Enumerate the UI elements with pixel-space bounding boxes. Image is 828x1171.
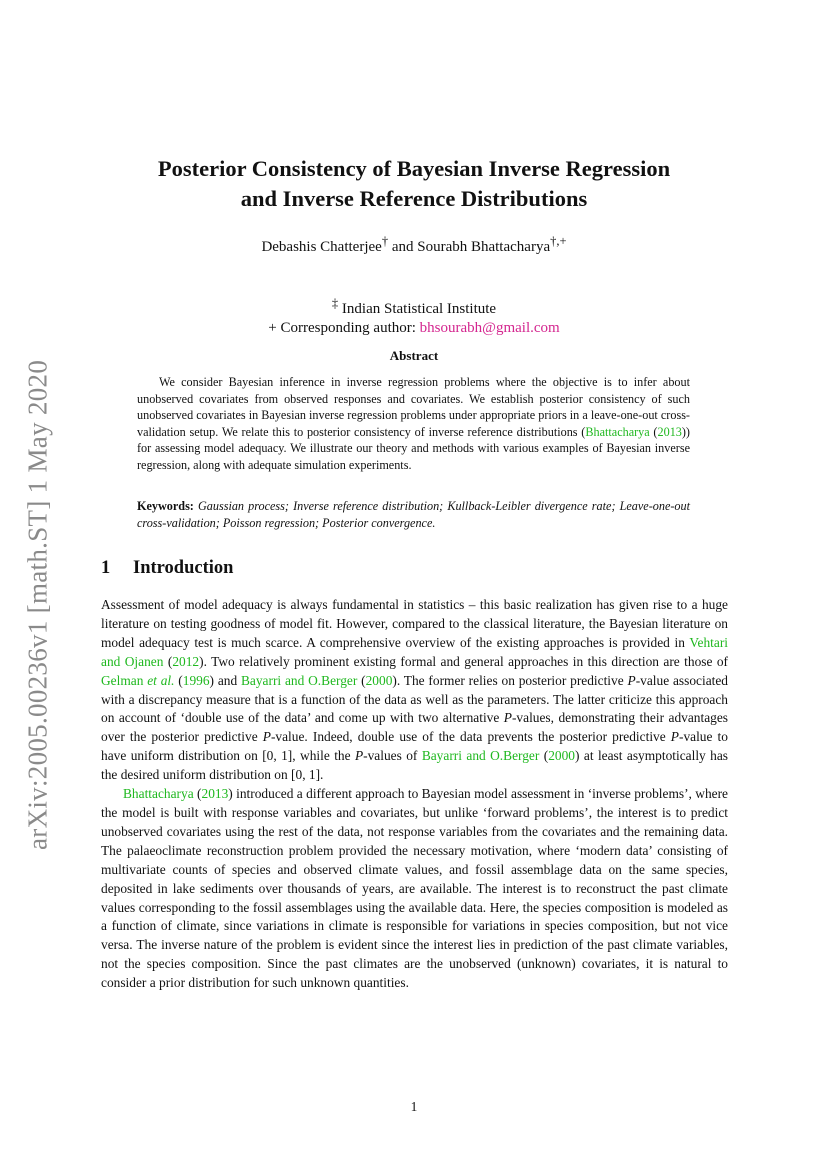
text-segment: -values of bbox=[363, 748, 422, 764]
affiliation-mark: † bbox=[381, 234, 389, 248]
abstract-segment: )) bbox=[681, 424, 690, 439]
math-symbol: P bbox=[627, 672, 636, 688]
text-segment: ( bbox=[539, 748, 549, 764]
citation-year-link[interactable]: 2000 bbox=[365, 672, 393, 688]
section-heading bbox=[101, 558, 233, 579]
paragraph bbox=[101, 596, 728, 785]
citation-year-link[interactable]: 2012 bbox=[172, 653, 200, 669]
citation-year-link[interactable]: 2013 bbox=[657, 424, 682, 439]
affiliation-mark: †,+ bbox=[550, 234, 567, 248]
affiliations bbox=[95, 294, 733, 338]
abstract-text bbox=[137, 374, 690, 473]
title-line-2: and Inverse Reference Distributions bbox=[240, 186, 588, 211]
abstract-segment: for assessing model adequacy. We illustrate our theory and methods with various examples of Bayesian inverse regression, along with adequate simulation experiments. bbox=[137, 441, 690, 472]
arxiv-identifier[interactable]: arXiv:2005.00236v1 [math.ST] 1 May 2020 bbox=[22, 359, 53, 851]
corresponding-author-line bbox=[95, 319, 733, 338]
keywords-label: Keywords: bbox=[137, 499, 194, 513]
text-segment: ( bbox=[193, 786, 202, 802]
paragraph bbox=[101, 785, 728, 993]
math-symbol: P bbox=[670, 729, 679, 745]
page-number: 1 bbox=[410, 1099, 418, 1114]
author-separator: and bbox=[388, 239, 418, 255]
citation-year-link[interactable]: 2013 bbox=[201, 786, 229, 802]
corresponding-label: + Corresponding author: bbox=[268, 320, 420, 336]
text-segment: -value associated with a discrepancy measure that is a function of the data as well as the parameters. The latter criticize this approach on account of ‘double use of the data’ and come up with two alternative bbox=[101, 672, 728, 726]
keywords-list: Gaussian process; Inverse reference distribution; Kullback-Leibler divergence rate; Leave-one-out cross-validation; Poisson regression; Posterior convergence. bbox=[137, 499, 690, 530]
text-segment: ( bbox=[163, 653, 173, 669]
citation-link[interactable]: Bhattacharya bbox=[585, 424, 650, 439]
text-segment: -values, demonstrating their advantages over the posterior predictive bbox=[101, 710, 728, 745]
author-name: Sourabh Bhattacharya bbox=[417, 239, 551, 255]
text-segment: ) bbox=[575, 748, 580, 764]
math-symbol: P bbox=[503, 710, 512, 726]
text-segment: The former relies on posterior predictive bbox=[400, 672, 628, 688]
abstract-segment: ( bbox=[649, 424, 658, 439]
citation-etal: et al. bbox=[147, 672, 175, 688]
text-segment: ( bbox=[357, 672, 366, 688]
institute-line bbox=[95, 294, 733, 319]
text-segment: and bbox=[214, 672, 241, 688]
citation-year-link[interactable]: 1996 bbox=[182, 672, 210, 688]
citation-link[interactable]: Bhattacharya bbox=[123, 786, 194, 802]
math-symbol: P bbox=[354, 748, 364, 764]
introduction-body bbox=[101, 596, 728, 993]
citation-link[interactable]: Bayarri and O.Berger bbox=[421, 748, 540, 764]
text-segment: ). bbox=[392, 672, 401, 688]
section-number: 1 bbox=[101, 558, 111, 578]
text-segment: ) bbox=[209, 672, 214, 688]
text-segment: ). bbox=[199, 653, 207, 669]
text-segment: introduced a different approach to Bayesian model assessment in ‘inverse problems’, where the model is built with response variables and covariates, but unlike ‘forward problems’, the interest is to predict unobserved covariates using the rest of the data, not response variables from the covariates and the remaining data. The palaeoclimate reconstruction problem provided the necessary motivation, where ‘modern data’ consisting of multivariate counts of species and observed climate values, and fossil assemblage data on the same species, deposited in lake sediments over thousands of years, are available. The interest is to reconstruct the past climate values corresponding to the fossil assemblages using the available data. Here, the species composition is modeled as a function of climate, since variations in climate is responsible for variations in species composition, but not vice versa. The inverse nature of the problem is evident since the interest lies in prediction of the past climate variables, not the species composition. Since the past climates are the unobserved (unknown) covariates, it is natural to consider a prior distribution for such unknown quantities. bbox=[101, 786, 728, 991]
text-segment: at least asymptotically has the desired uniform distribution on [0, 1]. bbox=[101, 748, 729, 783]
author-list bbox=[95, 234, 733, 256]
paper-title bbox=[95, 154, 733, 214]
abstract-segment: We consider Bayesian inference in inverse regression problems where the objective is to infer about unobserved covariates from observed responses and covariates. We establish posterior consistency of such unobserved covariates in Bayesian inverse regression problems under appropriate priors in a leave-one-out cross-validation setup. We relate this to posterior consistency of inverse reference distributions ( bbox=[137, 375, 690, 439]
citation-link[interactable] bbox=[147, 673, 174, 688]
citation-link[interactable]: Gelman bbox=[101, 672, 148, 688]
text-segment: Two relatively prominent existing formal and general approaches in this direction are those of bbox=[206, 653, 729, 669]
citation-year-link[interactable]: 2000 bbox=[548, 748, 575, 764]
affiliation-mark: ‡ bbox=[331, 296, 339, 310]
keywords bbox=[137, 498, 690, 531]
text-segment: Assessment of model adequacy is always fundamental in statistics – this basic realization has given rise to a huge literature on testing goodness of model fit. However, compared to the classical literature, the Bayesian literature on model adequacy test is much scarce. A comprehensive overview of the existing approaches is provided in bbox=[101, 597, 728, 650]
citation-link[interactable]: Bayarri and O.Berger bbox=[240, 672, 358, 688]
citation-link[interactable]: Vehtari and Ojanen bbox=[101, 634, 728, 669]
math-symbol: P bbox=[262, 729, 271, 745]
email-link[interactable]: bhsourabh@gmail.com bbox=[419, 320, 560, 336]
title-line-1: Posterior Consistency of Bayesian Inverse Regression bbox=[157, 156, 671, 181]
author-name: Debashis Chatterjee bbox=[261, 239, 382, 255]
text-segment: ( bbox=[174, 672, 183, 688]
abstract-heading: Abstract bbox=[389, 348, 439, 363]
text-segment: -value to have uniform distribution on [0, 1], while the bbox=[101, 729, 728, 764]
section-title: Introduction bbox=[133, 558, 234, 578]
institute-name: Indian Statistical Institute bbox=[338, 301, 497, 317]
text-segment: -value. Indeed, double use of the data prevents the posterior predictive bbox=[270, 729, 671, 745]
text-segment: ) bbox=[228, 786, 233, 802]
